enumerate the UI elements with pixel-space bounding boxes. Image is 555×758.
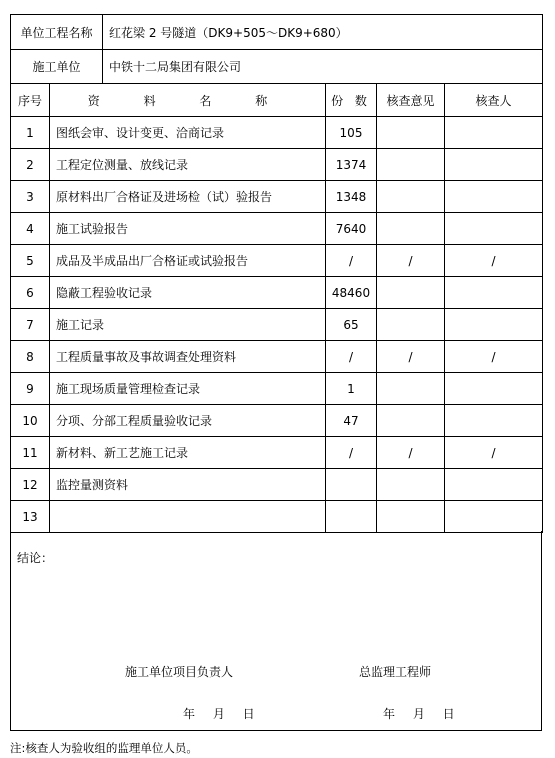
contractor-signature-label: 施工单位项目负责人 [125,665,234,679]
row-opinion: / [377,437,445,469]
col-seq-header: 序号 [11,84,50,117]
row-copies: 47 [326,405,377,437]
row-name: 监控量测资料 [50,469,326,501]
row-name: 成品及半成品出厂合格证或试验报告 [50,245,326,277]
row-copies: / [326,245,377,277]
col-opinion-header: 核查意见 [377,84,445,117]
project-label: 单位工程名称 [11,15,103,50]
table-row [11,309,543,341]
row-seq: 11 [11,437,50,469]
row-opinion [377,277,445,309]
row-checker [445,469,543,501]
table-row [11,373,543,405]
row-copies [326,501,377,533]
table-row [11,149,543,181]
row-seq: 9 [11,373,50,405]
col-checker-header: 核查人 [445,84,543,117]
row-name: 施工记录 [50,309,326,341]
row-name: 原材料出厂合格证及进场检（试）验报告 [50,181,326,213]
row-opinion [377,469,445,501]
row-copies: 105 [326,117,377,149]
table-row [11,405,543,437]
row-copies: 7640 [326,213,377,245]
row-opinion [377,213,445,245]
row-seq: 7 [11,309,50,341]
row-checker: / [445,341,543,373]
row-checker [445,405,543,437]
row-opinion: / [377,245,445,277]
row-name: 施工现场质量管理检查记录 [50,373,326,405]
row-copies: / [326,437,377,469]
row-seq: 4 [11,213,50,245]
project-row [11,15,543,50]
table-row [11,341,543,373]
row-opinion [377,181,445,213]
row-name: 施工试验报告 [50,213,326,245]
row-seq: 10 [11,405,50,437]
row-name: 新材料、新工艺施工记录 [50,437,326,469]
conclusion-box [10,531,542,731]
supervisor-date: 年 月 日 [383,707,455,721]
table-row [11,245,543,277]
row-seq: 6 [11,277,50,309]
row-opinion [377,373,445,405]
row-name: 工程定位测量、放线记录 [50,149,326,181]
header-table [10,14,543,84]
row-copies: 1 [326,373,377,405]
row-seq: 8 [11,341,50,373]
row-opinion [377,405,445,437]
items-table [10,83,543,533]
row-copies: 48460 [326,277,377,309]
row-copies: 1374 [326,149,377,181]
row-checker [445,373,543,405]
unit-label: 施工单位 [11,50,103,84]
row-seq: 5 [11,245,50,277]
row-opinion [377,117,445,149]
form-body [10,14,542,533]
row-checker [445,277,543,309]
row-opinion [377,149,445,181]
table-row [11,437,543,469]
project-name: 红花梁 2 号隧道（DK9+505～DK9+680） [103,15,543,50]
row-seq: 2 [11,149,50,181]
row-copies: / [326,341,377,373]
chief-supervisor-signature-label: 总监理工程师 [359,665,432,679]
col-copies-header: 份 数 [326,84,377,117]
row-seq: 1 [11,117,50,149]
row-opinion [377,501,445,533]
table-row [11,117,543,149]
row-name: 隐蔽工程验收记录 [50,277,326,309]
row-copies [326,469,377,501]
row-checker [445,117,543,149]
row-copies: 65 [326,309,377,341]
unit-row [11,50,543,84]
table-row [11,501,543,533]
row-checker [445,149,543,181]
table-body [11,117,543,533]
row-opinion: / [377,341,445,373]
row-checker [445,501,543,533]
table-row [11,277,543,309]
row-name: 分项、分部工程质量验收记录 [50,405,326,437]
row-checker: / [445,245,543,277]
row-name: 工程质量事故及事故调查处理资料 [50,341,326,373]
table-row [11,181,543,213]
row-checker: / [445,437,543,469]
col-name-header: 资 料 名 称 [50,84,326,117]
row-seq: 13 [11,501,50,533]
footnote: 注:核查人为验收组的监理单位人员。 [10,741,198,755]
row-seq: 3 [11,181,50,213]
row-name: 图纸会审、设计变更、洽商记录 [50,117,326,149]
row-opinion [377,309,445,341]
contractor-date: 年 月 日 [183,707,255,721]
conclusion-label: 结论： [17,551,54,565]
unit-name: 中铁十二局集团有限公司 [103,50,543,84]
table-row [11,469,543,501]
row-seq: 12 [11,469,50,501]
row-name [50,501,326,533]
table-row [11,213,543,245]
column-header-row [11,84,543,117]
row-checker [445,309,543,341]
row-checker [445,181,543,213]
row-checker [445,213,543,245]
row-copies: 1348 [326,181,377,213]
